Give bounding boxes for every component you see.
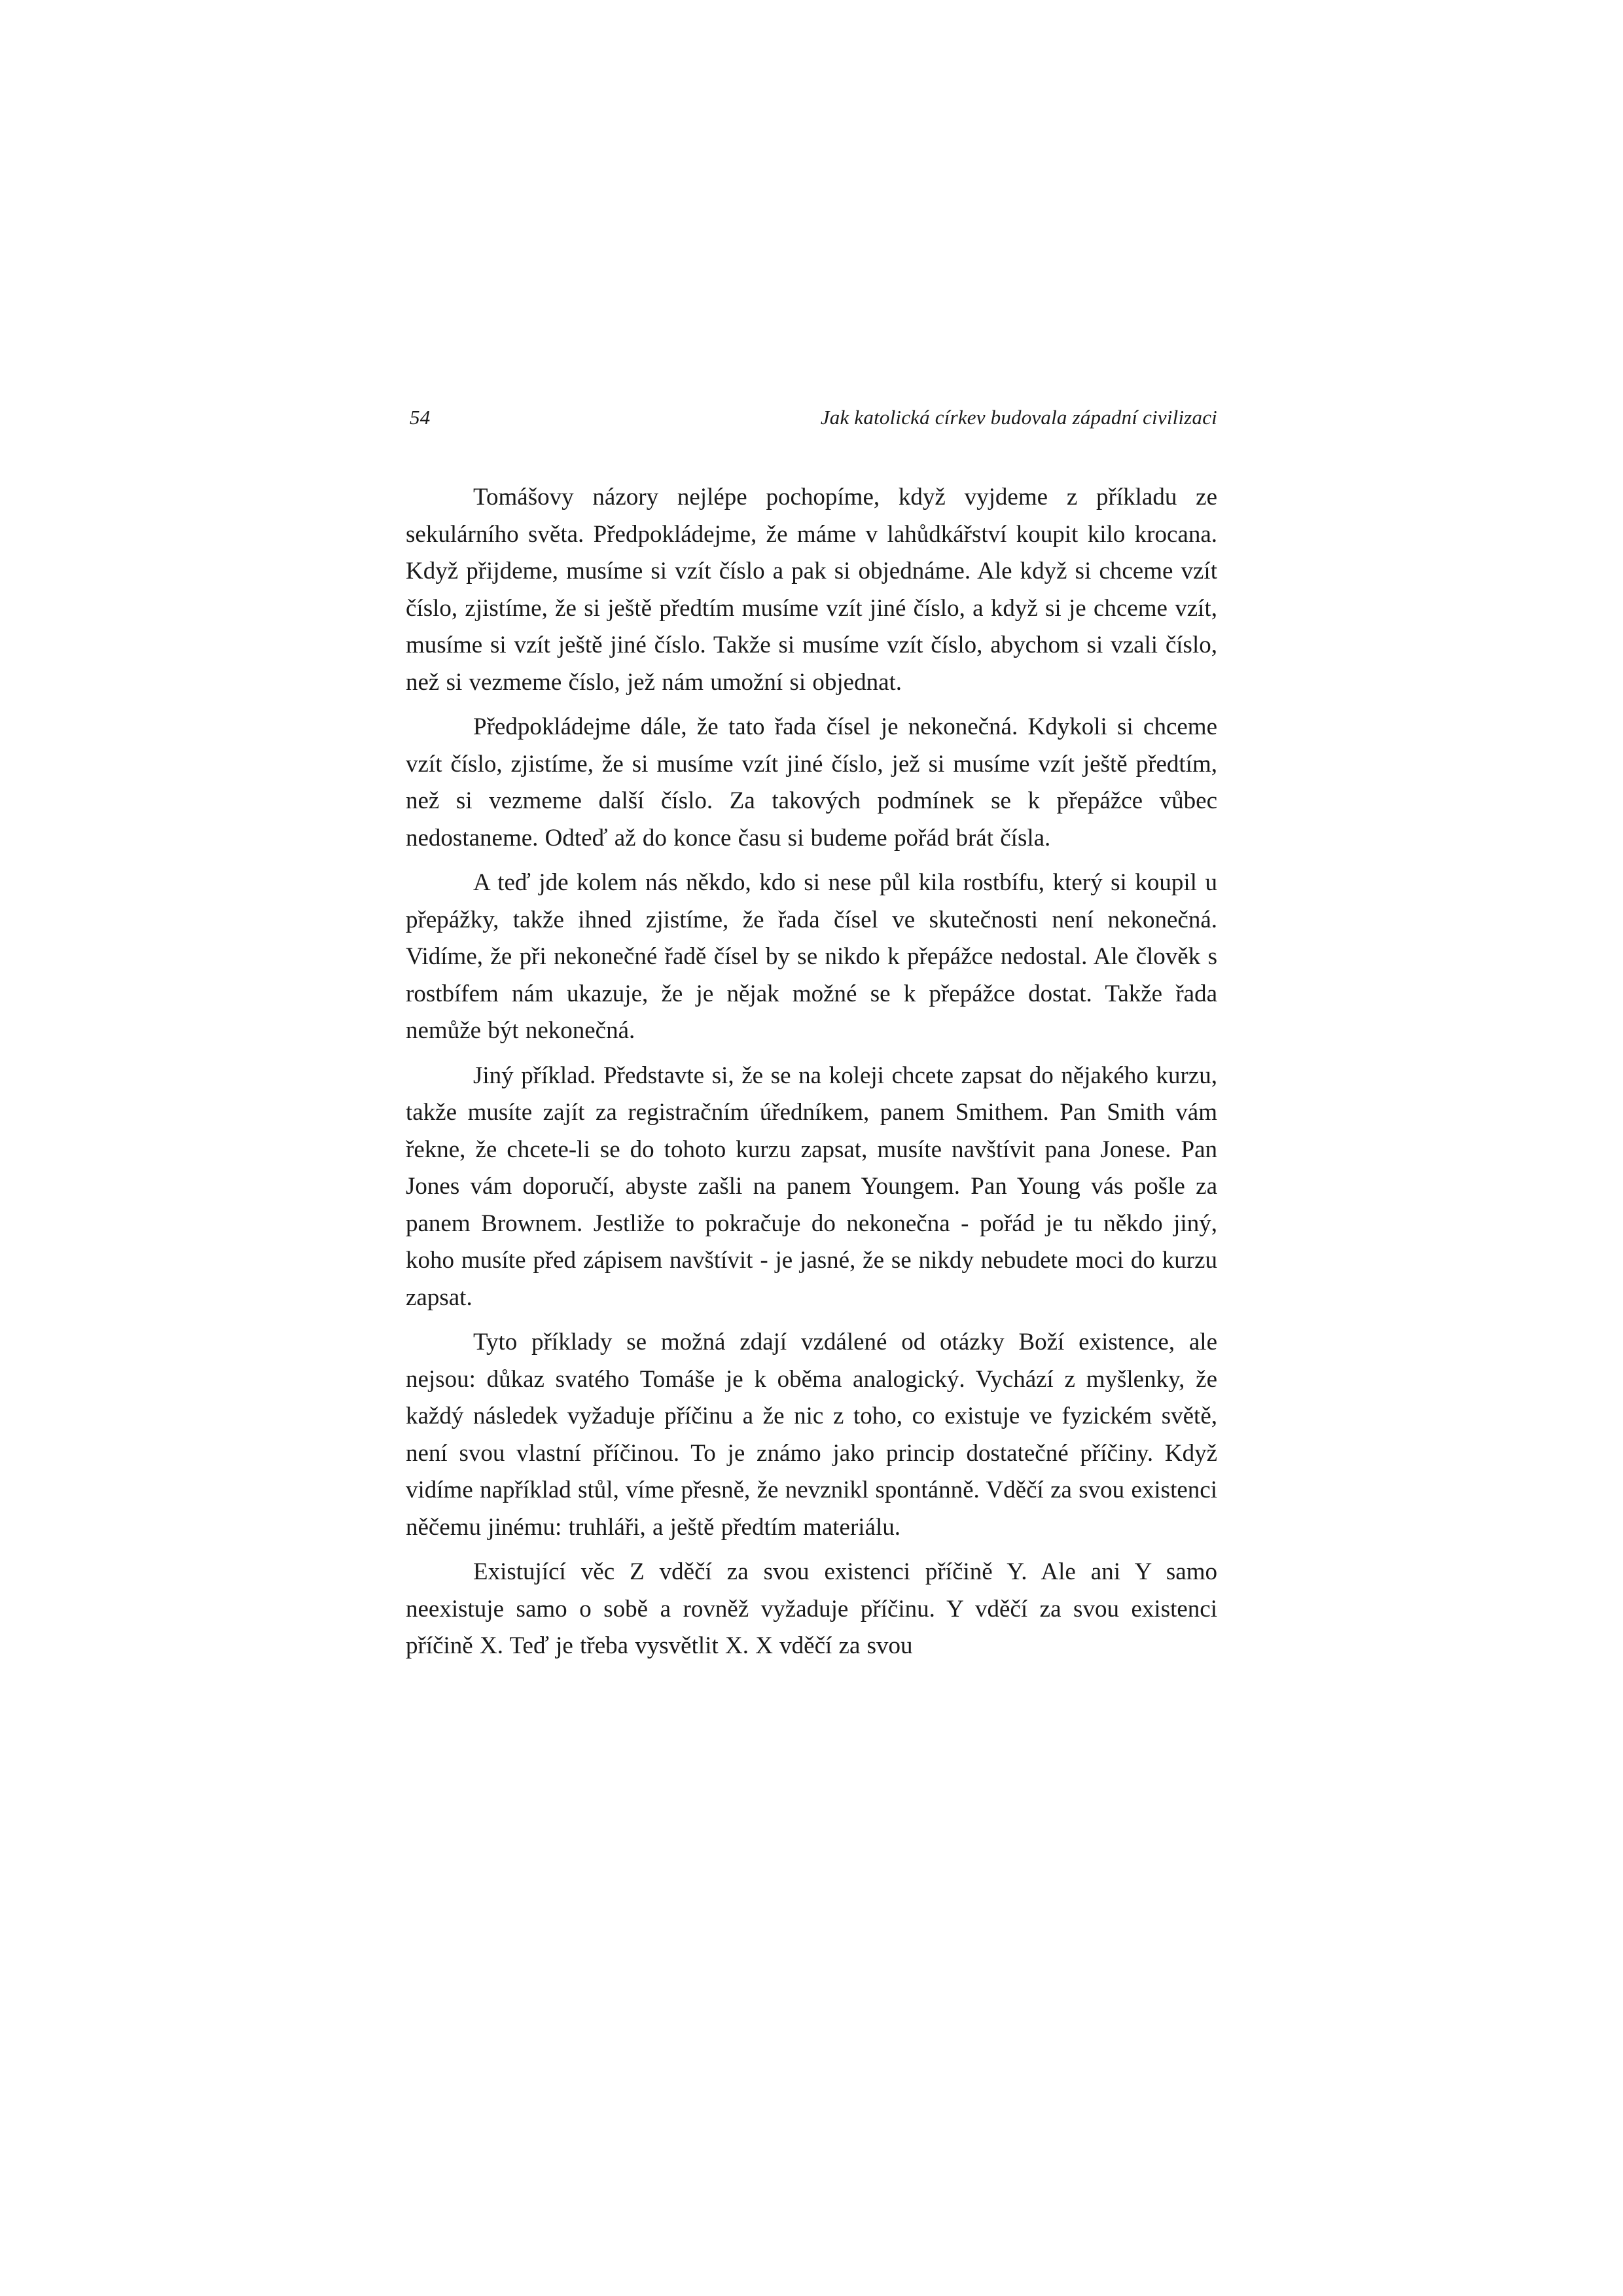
page-number: 54 [410, 406, 431, 429]
paragraph: Tyto příklady se možná zdají vzdálené od otázky Boží existence, ale nejsou: důkaz svatého Tomáše je k oběma analogický. Vychází z myšlenky, že každý následek vyžaduje příčinu a že nic z toho, co existuje ve fyzickém světě, není svou vlastní příčinou. To je známo jako princip dostatečné příčiny. Když vidíme například stůl, víme přesně, že nevznikl spontánně. Vděčí za svou existenci něčemu jinému: truhláři, a ještě předtím materiálu. [406, 1329, 1217, 1541]
body-text [406, 479, 1217, 1665]
running-head [406, 406, 1217, 445]
paragraph: Jiný příklad. Představte si, že se na koleji chcete zapsat do nějakého kurzu, takže musíte zajít za registračním úředníkem, panem Smithem. Pan Smith vám řekne, že chcete-li se do tohoto kurzu zapsat, musíte navštívit pana Jonese. Pan Jones vám doporučí, abyste zašli na panem Youngem. Pan Young vás pošle za panem Brownem. Jestliže to pokračuje do nekonečna - pořád je tu někdo jiný, koho musíte před zápisem navštívit - je jasné, že se nikdy nebudete moci do kurzu zapsat. [406, 1062, 1217, 1311]
paragraph: A teď jde kolem nás někdo, kdo si nese půl kila rostbífu, který si koupil u přepážky, takže ihned zjistíme, že řada čísel ve skutečnosti není nekonečná. Vidíme, že při nekonečné řadě čísel by se nikdo k přepážce nedostal. Ale člověk s rostbífem nám ukazuje, že je nějak možné se k přepážce dostat. Takže řada nemůže být nekonečná. [406, 869, 1217, 1044]
book-title: Jak katolická církev budovala západní civilizaci [820, 406, 1217, 429]
paragraph: Existující věc Z vděčí za svou existenci příčině Y. Ale ani Y samo neexistuje samo o sobě a rovněž vyžaduje příčinu. Y vděčí za svou existenci příčině X. Teď je třeba vysvětlit X. X vděčí za svou [406, 1558, 1217, 1659]
paragraph: Předpokládejme dále, že tato řada čísel je nekonečná. Kdykoli si chceme vzít číslo, zjistíme, že si musíme vzít jiné číslo, jež si musíme vzít ještě předtím, než si vezmeme další číslo. Za takových podmínek se k přepážce vůbec nedostaneme. Odteď až do konce času si budeme pořád brát čísla. [406, 713, 1217, 852]
paragraph: Tomášovy názory nejlépe pochopíme, když vyjdeme z příkladu ze sekulárního světa. Předpokládejme, že máme v lahůdkářství koupit kilo krocana. Když přijdeme, musíme si vzít číslo a pak si objednáme. Ale když si chceme vzít číslo, zjistíme, že si ještě předtím musíme vzít jiné číslo, a když si je chceme vzít, musíme si vzít ještě jiné číslo. Takže si musíme vzít číslo, abychom si vzali číslo, než si vezmeme číslo, jež nám umožní si objednat. [406, 484, 1217, 696]
book-page [406, 406, 1217, 1673]
